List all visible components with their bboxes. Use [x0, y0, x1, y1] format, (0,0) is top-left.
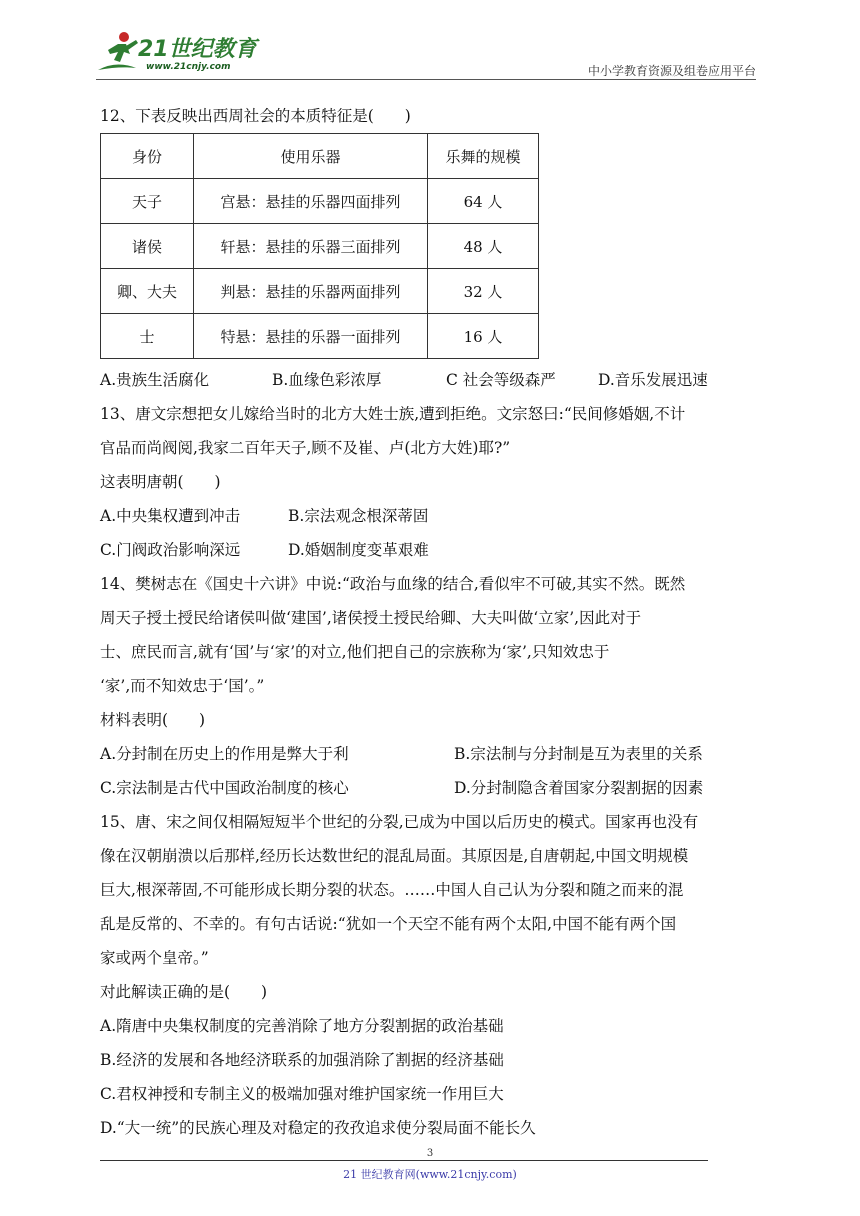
option-b: B.经济的发展和各地经济联系的加强消除了割据的经济基础	[100, 1051, 504, 1069]
q13-stem-line: 13、唐文宗想把女儿嫁给当时的北方大姓士族,遭到拒绝。文宗怒曰:“民间修婚姻,不计	[100, 405, 686, 423]
logo	[96, 30, 266, 76]
logo-text: 21世纪教育	[138, 37, 257, 62]
page-header	[96, 30, 756, 80]
header-slogan: 中小学教育资源及组卷应用平台	[587, 64, 756, 78]
option-d: D.音乐发展迅速	[598, 371, 708, 389]
table-row	[101, 224, 539, 269]
option-d: D.分封制隐含着国家分裂割据的因素	[454, 779, 704, 797]
table-header-cell: 乐舞的规模	[428, 134, 539, 179]
option-b: B.宗法制与分封制是互为表里的关系	[454, 745, 703, 763]
q13-ask: 这表明唐朝( )	[100, 473, 221, 491]
option-c: C.门阀政治影响深远	[100, 541, 241, 559]
option-d: D.婚姻制度变革艰难	[288, 541, 429, 559]
option-b: B.宗法观念根深蒂固	[288, 507, 429, 525]
option-a: A.隋唐中央集权制度的完善消除了地方分裂割据的政治基础	[100, 1017, 504, 1035]
q15-ask: 对此解读正确的是( )	[100, 983, 268, 1001]
table-row	[101, 314, 539, 359]
header-divider	[96, 79, 756, 80]
option-a: A.分封制在历史上的作用是弊大于利	[100, 745, 349, 763]
table-cell: 48 人	[428, 224, 539, 269]
footer-site: 21 世纪教育网(www.21cnjy.com)	[343, 1168, 517, 1181]
q15-stem-line: 15、唐、宋之间仅相隔短短半个世纪的分裂,已成为中国以后历史的模式。国家再也没有	[100, 813, 699, 831]
table-row	[101, 179, 539, 224]
q15-stem-line: 家或两个皇帝。”	[100, 949, 209, 967]
table-cell: 卿、大夫	[101, 269, 194, 314]
table-row	[101, 269, 539, 314]
q13-stem-line: 官品而尚阀阅,我家二百年天子,顾不及崔、卢(北方大姓)耶?”	[100, 439, 511, 457]
q12-table	[100, 133, 539, 359]
footer-divider	[100, 1160, 708, 1161]
table-cell: 诸侯	[101, 224, 194, 269]
table-header-row	[101, 134, 539, 179]
table-cell: 64 人	[428, 179, 539, 224]
option-c: C.宗法制是古代中国政治制度的核心	[100, 779, 349, 797]
q14-stem-line: 周天子授土授民给诸侯叫做‘建国’,诸侯授土授民给卿、大夫叫做‘立家’,因此对于	[100, 609, 642, 627]
logo-url: www.21cnjy.com	[146, 62, 231, 72]
option-c: C.君权神授和专制主义的极端加强对维护国家统一作用巨大	[100, 1085, 504, 1103]
q15-stem-line: 乱是反常的、不幸的。有句古话说:“犹如一个天空不能有两个太阳,中国不能有两个国	[100, 915, 677, 933]
q14-stem-line: 士、庶民而言,就有‘国’与‘家’的对立,他们把自己的宗族称为‘家’,只知效忠于	[100, 643, 610, 661]
q15-stem-line: 巨大,根深蒂固,不可能形成长期分裂的状态。……中国人自己认为分裂和随之而来的混	[100, 881, 684, 899]
table-cell: 判悬：悬挂的乐器两面排列	[194, 269, 428, 314]
table-cell: 16 人	[428, 314, 539, 359]
table-header-cell: 身份	[101, 134, 194, 179]
q14-ask: 材料表明( )	[100, 711, 206, 729]
table-cell: 轩悬：悬挂的乐器三面排列	[194, 224, 428, 269]
q12-stem: 12、下表反映出西周社会的本质特征是( )	[100, 107, 411, 125]
q14-stem-line: 14、樊树志在《国史十六讲》中说:“政治与血缘的结合,看似牢不可破,其实不然。既然	[100, 575, 686, 593]
page-number: 3	[426, 1148, 434, 1159]
option-c: C 社会等级森严	[446, 371, 556, 389]
runner-logo-icon	[96, 30, 144, 76]
table-cell: 士	[101, 314, 194, 359]
option-b: B.血缘色彩浓厚	[272, 371, 382, 389]
table-header-cell: 使用乐器	[194, 134, 428, 179]
table-cell: 特悬：悬挂的乐器一面排列	[194, 314, 428, 359]
table-cell: 天子	[101, 179, 194, 224]
option-d: D.“大一统”的民族心理及对稳定的孜孜追求使分裂局面不能长久	[100, 1119, 536, 1137]
option-a: A.贵族生活腐化	[100, 371, 210, 389]
q15-stem-line: 像在汉朝崩溃以后那样,经历长达数世纪的混乱局面。其原因是,自唐朝起,中国文明规模	[100, 847, 689, 865]
q14-stem-line: ‘家’,而不知效忠于‘国’。”	[100, 677, 265, 695]
table-cell: 32 人	[428, 269, 539, 314]
option-a: A.中央集权遭到冲击	[100, 507, 241, 525]
table-cell: 宫悬：悬挂的乐器四面排列	[194, 179, 428, 224]
